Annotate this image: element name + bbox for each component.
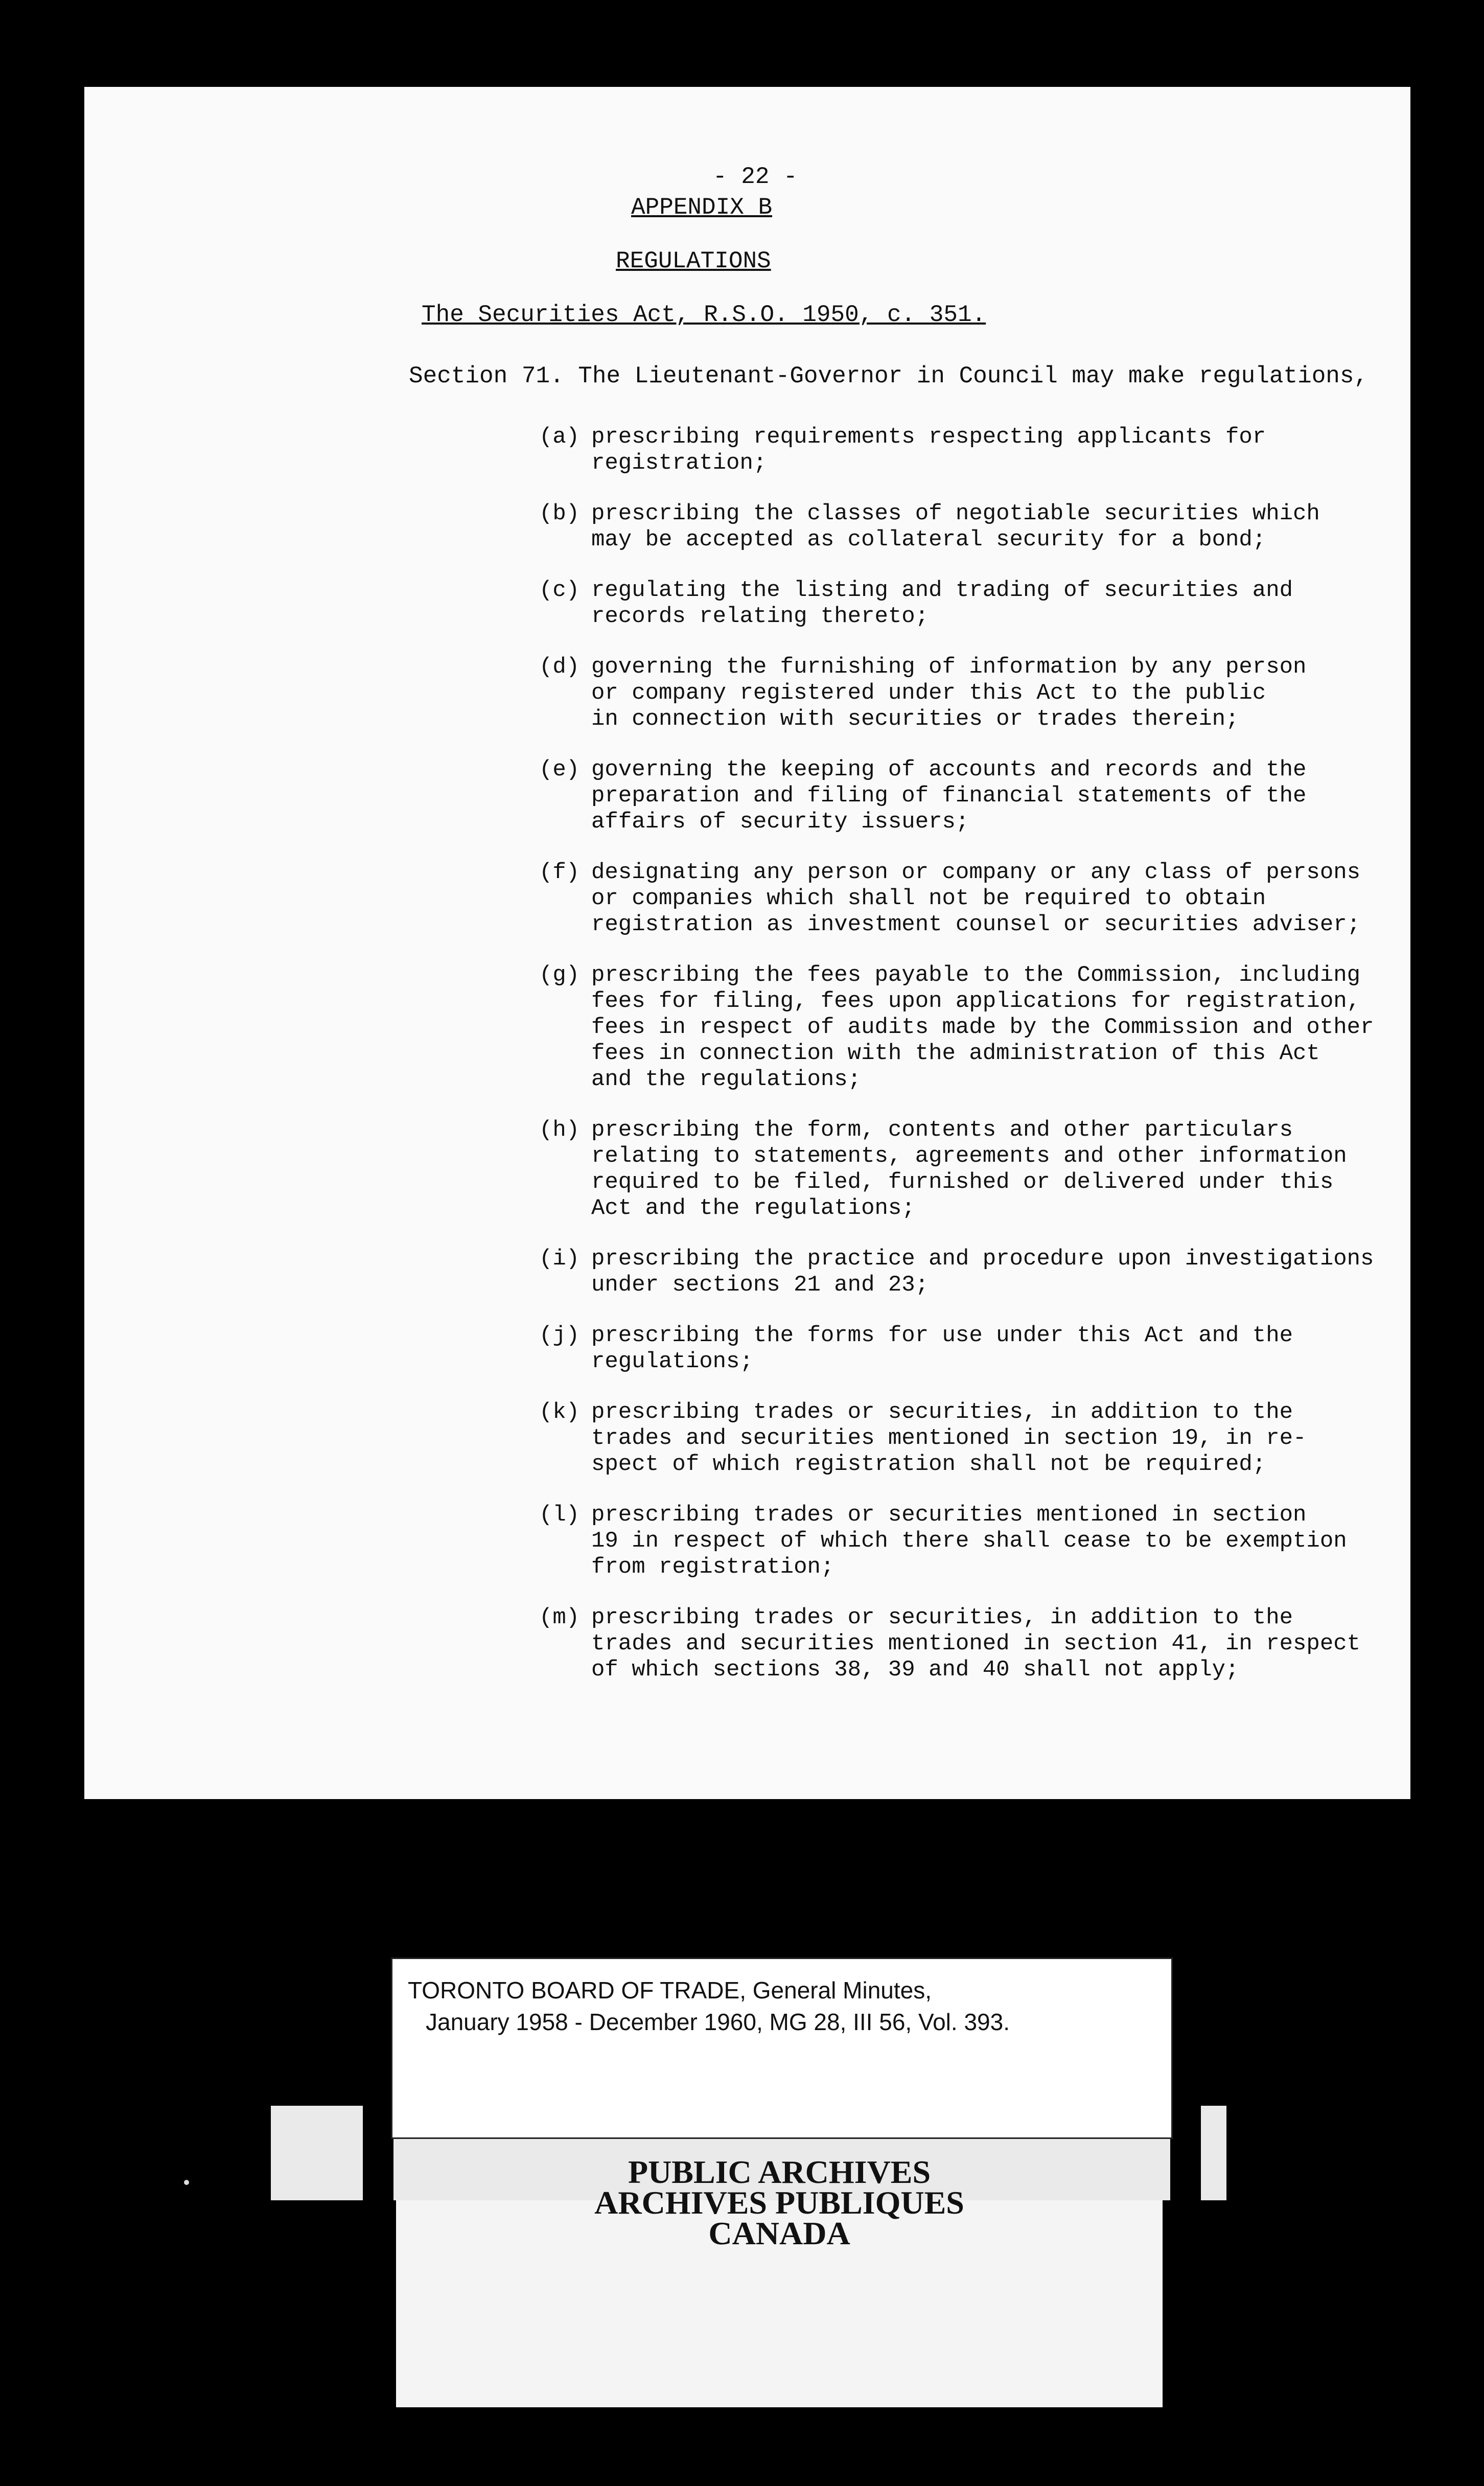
item-letter: (e) (539, 757, 580, 782)
regulations-title: REGULATIONS (616, 248, 771, 274)
document-page (84, 87, 1410, 1799)
appendix-title: APPENDIX B (631, 194, 773, 221)
item-text: prescribing the practice and procedure upon investigations under sections 21 and 23; (591, 1246, 1374, 1298)
list-item (539, 501, 1418, 553)
citation-label (391, 1958, 1173, 2139)
item-letter: (c) (539, 578, 580, 603)
item-text: designating any person or company or any class of persons or companies which shall not be required to obtain registration as investment counsel or securities adviser; (591, 860, 1361, 937)
item-text: prescribing trades or securities, in addition to the trades and securities mentioned in section 19, in re- spect of which registration shall not be required; (591, 1399, 1307, 1477)
list-item (539, 1605, 1418, 1683)
list-item (539, 424, 1418, 476)
list-item (539, 1246, 1418, 1298)
item-letter: (h) (539, 1117, 580, 1143)
item-text: prescribing the forms for use under this Act and the regulations; (591, 1323, 1293, 1374)
item-letter: (l) (539, 1502, 580, 1528)
list-item (539, 578, 1418, 630)
item-letter: (k) (539, 1399, 580, 1425)
list-item (539, 1399, 1418, 1478)
card-notch (1170, 2106, 1201, 2200)
dust-speck (184, 2180, 189, 2185)
stamp-line: PUBLIC ARCHIVES (628, 2154, 931, 2190)
item-text: governing the furnishing of information by any person or company registered under this Act to the public in connection with securities or trades therein; (591, 654, 1307, 732)
item-text: prescribing the fees payable to the Commission, including fees for filing, fees upon applications for registration, fees in respect of audits made by the Commission and other fees in connection with the administration of this Act and the regulations; (591, 962, 1374, 1092)
citation-line: January 1958 - December 1960, MG 28, III 56, Vol. 393. (426, 2009, 1010, 2035)
item-letter: (a) (539, 424, 580, 450)
stamp-line: ARCHIVES PUBLIQUES (594, 2184, 964, 2221)
item-letter: (b) (539, 501, 580, 526)
list-item (539, 962, 1418, 1093)
item-text: governing the keeping of accounts and records and the preparation and filing of financial statements of the affairs of security issuers; (591, 757, 1307, 835)
act-title: The Securities Act, R.S.O. 1950, c. 351. (422, 302, 986, 328)
item-text: regulating the listing and trading of securities and records relating thereto; (591, 578, 1293, 629)
list-item (539, 1323, 1418, 1375)
archives-stamp (396, 2154, 1163, 2251)
item-text: prescribing trades or securities mentioned in section 19 in respect of which there shall cease to be exemption from registration; (591, 1502, 1347, 1580)
item-letter: (g) (539, 962, 580, 988)
list-item (539, 654, 1418, 732)
list-item (539, 1117, 1418, 1222)
item-letter: (d) (539, 654, 580, 680)
stamp-line: CANADA (708, 2215, 850, 2251)
list-item (539, 860, 1418, 938)
item-text: prescribing the form, contents and other particulars relating to statements, agreements and other information required to be filed, furnished or delivered under this Act and the regulations; (591, 1117, 1347, 1221)
item-letter: (m) (539, 1605, 580, 1630)
item-letter: (i) (539, 1246, 580, 1272)
regulation-list (539, 424, 1418, 1708)
list-item (539, 1502, 1418, 1580)
section-intro: Section 71. The Lieutenant-Governor in Council may make regulations, (409, 363, 1369, 389)
item-text: prescribing trades or securities, in addition to the trades and securities mentioned in section 41, in respect of which sections 38, 39 and 40 shall not apply; (591, 1605, 1361, 1683)
item-letter: (f) (539, 860, 580, 885)
item-letter: (j) (539, 1323, 580, 1348)
card-notch (363, 2106, 393, 2200)
item-text: prescribing requirements respecting applicants for registration; (591, 424, 1266, 476)
citation-line: TORONTO BOARD OF TRADE, General Minutes, (408, 1977, 932, 2004)
list-item (539, 757, 1418, 835)
page-number: - 22 - (713, 164, 798, 190)
item-text: prescribing the classes of negotiable securities which may be accepted as collateral security for a bond; (591, 501, 1320, 553)
